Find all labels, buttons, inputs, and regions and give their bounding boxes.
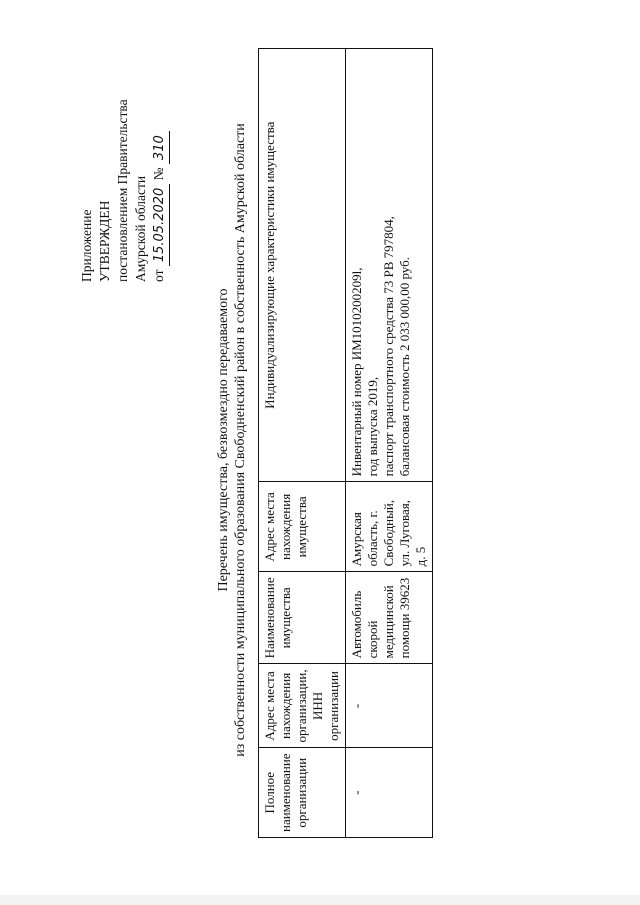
date-prefix: от	[151, 269, 166, 282]
char-year: год выпуска 2019,	[365, 376, 380, 477]
date-number-line	[150, 52, 170, 282]
cell-property-address: Амурская область, г. Свободный, ул. Луговая, д. 5	[346, 482, 433, 572]
scan-bottom-edge	[0, 895, 640, 905]
char-passport: паспорт транспортного средства 73 РВ 797804,	[381, 216, 396, 477]
resolution-label: постановлением Правительства	[115, 99, 130, 282]
header-property-address: Адрес места нахождения имущества	[259, 482, 346, 572]
cell-characteristics	[346, 49, 433, 482]
header-characteristics: Индивидуализирующие характеристики имущества	[259, 49, 346, 482]
header-org-name: Полное наименование организации	[259, 748, 346, 838]
handwritten-number: 310	[151, 131, 170, 164]
title-line-1: Перечень имущества, безвозмездно передаваемого	[216, 288, 231, 592]
property-table	[258, 48, 433, 838]
header-org-address: Адрес места нахождения организации, ИНН организации	[259, 664, 346, 748]
document-title	[215, 50, 249, 830]
char-balance-value: балансовая стоимость 2 033 000,00 руб.	[397, 257, 412, 477]
table-row	[346, 49, 433, 838]
number-sign: №	[151, 167, 166, 181]
header-property-name: Наименование имущества	[259, 572, 346, 664]
approval-stamp-block	[78, 52, 170, 282]
approved-label: УТВЕРЖДЕН	[97, 200, 112, 282]
handwritten-date: 15.05.2020	[151, 184, 170, 266]
cell-org-address: -	[346, 664, 433, 748]
title-line-2: из собственности муниципального образования Свободненский район в собственность Амурской области	[233, 123, 248, 757]
region-label: Амурской области	[133, 175, 148, 282]
appendix-label: Приложение	[79, 209, 94, 282]
cell-property-name: Автомобиль скорой медицинской помощи 39623	[346, 572, 433, 664]
char-inventory-number: Инвентарный номер ИМ1010200209l,	[349, 267, 364, 477]
table-header-row	[259, 49, 346, 838]
cell-org-name: -	[346, 748, 433, 838]
